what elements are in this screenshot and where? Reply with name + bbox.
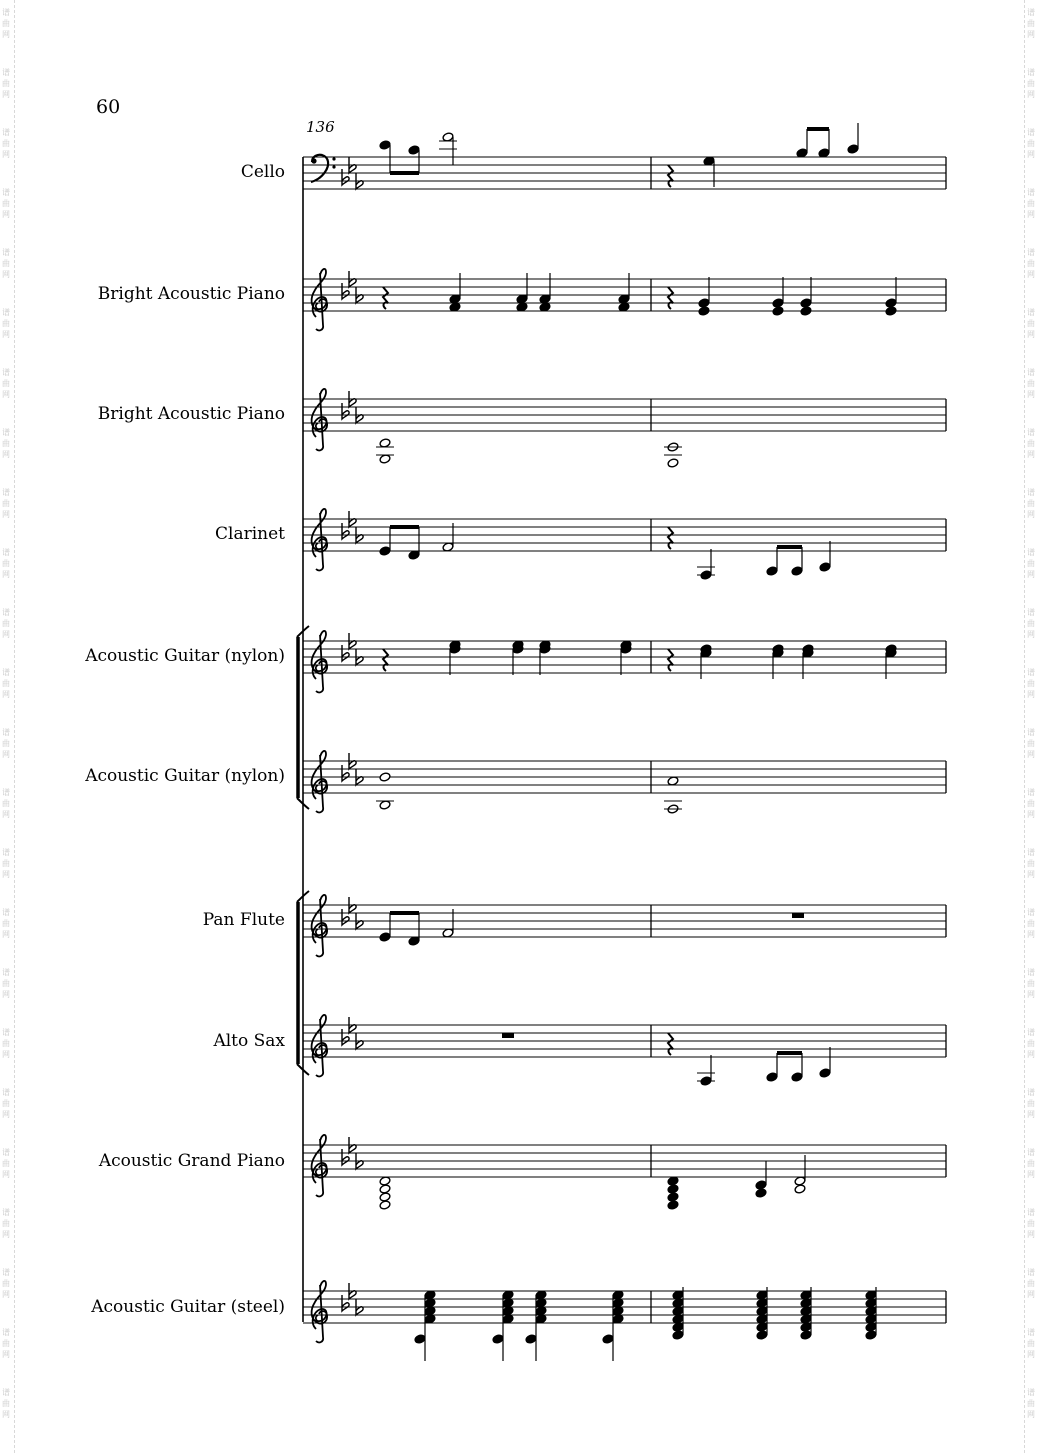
- watermark-glyph: 网: [1027, 150, 1035, 159]
- watermark-glyph: 网: [1027, 390, 1035, 399]
- note-head: [379, 1192, 391, 1202]
- watermark-glyph: 谱: [1027, 908, 1035, 917]
- note-head: [414, 1334, 426, 1344]
- staff-label-pan-flute: Pan Flute: [202, 910, 285, 930]
- note-head: [766, 566, 778, 576]
- note-head: [819, 1068, 831, 1078]
- watermark-glyph: 谱: [2, 1268, 10, 1277]
- watermark-glyph: 谱: [2, 68, 10, 77]
- watermark-glyph: 网: [1027, 270, 1035, 279]
- watermark-glyph: 网: [1027, 870, 1035, 879]
- note-head: [819, 562, 831, 572]
- note-head: [667, 1192, 679, 1202]
- treble-clef-icon: [312, 389, 328, 451]
- watermark-glyph: 曲: [1027, 79, 1035, 88]
- watermark-glyph: 网: [2, 810, 10, 819]
- watermark-glyph: 谱: [2, 488, 10, 497]
- watermark-glyph: 网: [2, 1170, 10, 1179]
- watermark-glyph: 谱: [1027, 788, 1035, 797]
- whole-rest-icon: [792, 913, 804, 918]
- watermark-glyph: 网: [2, 630, 10, 639]
- note-head: [847, 144, 859, 154]
- watermark-glyph: 曲: [2, 1159, 10, 1168]
- flat-icon: [342, 909, 349, 925]
- staff: [303, 895, 946, 957]
- watermark-glyph: 曲: [2, 1039, 10, 1048]
- watermark-glyph: 曲: [1027, 859, 1035, 868]
- note-head: [379, 1200, 391, 1210]
- note-head: [698, 298, 710, 308]
- watermark-glyph: 谱: [1027, 608, 1035, 617]
- watermark-glyph: 曲: [1027, 1039, 1035, 1048]
- note-head: [791, 1072, 803, 1082]
- quarter-rest-icon: [383, 287, 388, 309]
- watermark-glyph: 曲: [1027, 619, 1035, 628]
- treble-clef-icon: [312, 895, 328, 957]
- note-head: [756, 1330, 768, 1340]
- watermark-glyph: 网: [2, 90, 10, 99]
- watermark-glyph: 谱: [1027, 968, 1035, 977]
- watermark-glyph: 网: [1027, 1290, 1035, 1299]
- watermark-glyph: 曲: [2, 79, 10, 88]
- watermark-glyph: 网: [1027, 90, 1035, 99]
- watermark-glyph: 谱: [2, 1088, 10, 1097]
- watermark-glyph: 谱: [1027, 848, 1035, 857]
- watermark-glyph: 曲: [2, 199, 10, 208]
- watermark-glyph: 谱: [1027, 8, 1035, 17]
- watermark-glyph: 曲: [2, 679, 10, 688]
- quarter-rest-icon: [668, 527, 673, 549]
- watermark-glyph: 谱: [1027, 368, 1035, 377]
- staff-label-grand-piano: Acoustic Grand Piano: [98, 1151, 285, 1171]
- watermark-glyph: 曲: [1027, 979, 1035, 988]
- watermark-glyph: 曲: [1027, 559, 1035, 568]
- watermark-glyph: 网: [2, 1290, 10, 1299]
- watermark-glyph: 曲: [2, 979, 10, 988]
- watermark-glyph: 网: [1027, 570, 1035, 579]
- watermark-glyph: 谱: [2, 1388, 10, 1397]
- watermark-glyph: 网: [2, 570, 10, 579]
- watermark-glyph: 网: [2, 1050, 10, 1059]
- watermark-glyph: 曲: [1027, 1339, 1035, 1348]
- watermark-glyph: 网: [1027, 930, 1035, 939]
- note-head: [667, 1184, 679, 1194]
- flat-icon: [342, 169, 349, 185]
- watermark-glyph: 曲: [1027, 679, 1035, 688]
- staff-label-nylon-guitar-2: Acoustic Guitar (nylon): [85, 766, 285, 786]
- flat-icon: [342, 403, 349, 419]
- watermark-glyph: 网: [1027, 330, 1035, 339]
- watermark-glyph: 网: [1027, 1170, 1035, 1179]
- watermark-glyph: 曲: [2, 859, 10, 868]
- treble-clef-icon: [312, 509, 328, 571]
- watermark-glyph: 曲: [1027, 259, 1035, 268]
- watermark-glyph: 谱: [1027, 1208, 1035, 1217]
- watermark-glyph: 网: [2, 1230, 10, 1239]
- staff: [303, 751, 946, 813]
- note-head: [672, 1330, 684, 1340]
- whole-rest-icon: [502, 1033, 514, 1038]
- watermark-glyph: 谱: [2, 128, 10, 137]
- note-head: [794, 1184, 806, 1194]
- treble-clef-icon: [312, 269, 328, 331]
- watermark-glyph: 谱: [2, 848, 10, 857]
- staff-label-bright-piano-2: Bright Acoustic Piano: [97, 404, 285, 424]
- watermark-glyph: 网: [1027, 1230, 1035, 1239]
- watermark-glyph: 网: [2, 750, 10, 759]
- watermark-glyph: 网: [1027, 450, 1035, 459]
- treble-clef-icon: [312, 1281, 328, 1343]
- watermark-glyph: 谱: [1027, 68, 1035, 77]
- watermark-glyph: 曲: [1027, 919, 1035, 928]
- staff: [303, 1281, 946, 1343]
- watermark-glyph: 曲: [2, 919, 10, 928]
- watermark-glyph: 曲: [1027, 319, 1035, 328]
- watermark-glyph: 曲: [1027, 139, 1035, 148]
- note-head: [885, 306, 897, 316]
- watermark-glyph: 曲: [1027, 19, 1035, 28]
- watermark-glyph: 谱: [1027, 1328, 1035, 1337]
- note-head: [800, 1330, 812, 1340]
- watermark-glyph: 曲: [2, 1399, 10, 1408]
- watermark-glyph: 曲: [1027, 439, 1035, 448]
- note-head: [766, 1072, 778, 1082]
- watermark-glyph: 网: [2, 1110, 10, 1119]
- watermark-glyph: 网: [2, 930, 10, 939]
- note-head: [667, 1200, 679, 1210]
- note-head: [772, 306, 784, 316]
- watermark-glyph: 网: [2, 390, 10, 399]
- treble-clef-icon: [312, 631, 328, 693]
- note-head: [772, 298, 784, 308]
- watermark-glyph: 曲: [2, 1339, 10, 1348]
- note-head: [865, 1330, 877, 1340]
- watermark-glyph: 网: [1027, 1410, 1035, 1419]
- watermark-glyph: 谱: [2, 308, 10, 317]
- watermark-glyph: 网: [2, 330, 10, 339]
- note-head: [408, 145, 420, 155]
- staff: [303, 1015, 946, 1077]
- watermark-glyph: 曲: [2, 319, 10, 328]
- watermark-glyph: 网: [2, 30, 10, 39]
- note-head: [698, 306, 710, 316]
- watermark-glyph: 曲: [2, 1219, 10, 1228]
- watermark-glyph: 谱: [2, 788, 10, 797]
- watermark-glyph: 网: [1027, 810, 1035, 819]
- quarter-rest-icon: [668, 165, 673, 187]
- note-head: [667, 458, 679, 468]
- watermark-glyph: 曲: [2, 559, 10, 568]
- watermark-glyph: 曲: [2, 139, 10, 148]
- note-head: [525, 1334, 537, 1344]
- note-head: [800, 298, 812, 308]
- watermark-glyph: 曲: [2, 19, 10, 28]
- watermark-glyph: 网: [1027, 210, 1035, 219]
- note-head: [885, 298, 897, 308]
- watermark-glyph: 网: [1027, 30, 1035, 39]
- flat-icon: [342, 1029, 349, 1045]
- watermark-glyph: 曲: [1027, 379, 1035, 388]
- watermark-glyph: 谱: [2, 8, 10, 17]
- notes-group: [376, 123, 897, 1361]
- staff-label-nylon-guitar-1: Acoustic Guitar (nylon): [85, 646, 285, 666]
- watermark-glyph: 网: [1027, 1350, 1035, 1359]
- tempo-marking: 136: [306, 118, 335, 136]
- watermark-glyph: 曲: [2, 439, 10, 448]
- watermark-glyph: 谱: [2, 968, 10, 977]
- watermark-glyph: 曲: [2, 739, 10, 748]
- watermark-glyph: 曲: [1027, 739, 1035, 748]
- note-head: [492, 1334, 504, 1344]
- staves-group: [303, 155, 946, 1343]
- watermark-glyph: 曲: [2, 379, 10, 388]
- watermark-glyph: 网: [2, 690, 10, 699]
- staff: [303, 389, 946, 451]
- watermark-glyph: 网: [1027, 990, 1035, 999]
- note-head: [379, 140, 391, 150]
- watermark-glyph: 曲: [2, 1279, 10, 1288]
- watermark-glyph: 网: [2, 270, 10, 279]
- staff: [303, 631, 946, 693]
- watermark-glyph: 谱: [1027, 188, 1035, 197]
- watermark-glyph: 谱: [2, 728, 10, 737]
- note-head: [800, 306, 812, 316]
- watermark-glyph: 网: [2, 210, 10, 219]
- watermark-glyph: 曲: [1027, 199, 1035, 208]
- staff-label-clarinet: Clarinet: [215, 524, 285, 544]
- watermark-glyph: 谱: [1027, 548, 1035, 557]
- watermark-glyph: 谱: [1027, 1088, 1035, 1097]
- note-head: [379, 1184, 391, 1194]
- quarter-rest-icon: [668, 1033, 673, 1055]
- watermark-glyph: 网: [2, 1350, 10, 1359]
- watermark-glyph: 谱: [1027, 1148, 1035, 1157]
- watermark-glyph: 谱: [2, 908, 10, 917]
- flat-icon: [342, 283, 349, 299]
- watermark-glyph: 谱: [2, 1328, 10, 1337]
- watermark-glyph: 谱: [1027, 428, 1035, 437]
- flat-icon: [342, 645, 349, 661]
- watermark-glyph: 网: [2, 510, 10, 519]
- watermark-glyph: 网: [1027, 750, 1035, 759]
- watermark-glyph: 谱: [2, 668, 10, 677]
- staff-label-bright-piano-1: Bright Acoustic Piano: [97, 284, 285, 304]
- note-head: [379, 772, 391, 782]
- note-head: [602, 1334, 614, 1344]
- flat-icon: [342, 523, 349, 539]
- flat-icon: [342, 765, 349, 781]
- bass-clef-icon: [311, 155, 336, 182]
- watermark-glyph: 曲: [2, 499, 10, 508]
- watermark-glyph: 曲: [1027, 1219, 1035, 1228]
- quarter-rest-icon: [668, 287, 673, 309]
- watermark-glyph: 曲: [1027, 1159, 1035, 1168]
- watermark-glyph: 曲: [1027, 1399, 1035, 1408]
- staff-label-cello: Cello: [240, 162, 285, 182]
- watermark-glyph: 谱: [2, 368, 10, 377]
- watermark-glyph: 曲: [2, 799, 10, 808]
- watermark-glyph: 网: [1027, 630, 1035, 639]
- watermark-glyph: 曲: [2, 1099, 10, 1108]
- watermark-glyph: 网: [1027, 1110, 1035, 1119]
- watermark-glyph: 谱: [2, 1148, 10, 1157]
- watermark-glyph: 网: [2, 150, 10, 159]
- quarter-rest-icon: [668, 649, 673, 671]
- watermark-glyph: 谱: [2, 1208, 10, 1217]
- note-head: [379, 546, 391, 556]
- treble-clef-icon: [312, 751, 328, 813]
- watermark-glyph: 曲: [1027, 799, 1035, 808]
- flat-icon: [342, 1295, 349, 1311]
- watermark-glyph: 谱: [1027, 1268, 1035, 1277]
- watermark-glyph: 曲: [1027, 1099, 1035, 1108]
- note-head: [755, 1188, 767, 1198]
- watermark-glyph: 曲: [1027, 1279, 1035, 1288]
- staff: [303, 1135, 946, 1197]
- watermark-glyph: 谱: [2, 188, 10, 197]
- watermark-glyph: 谱: [1027, 488, 1035, 497]
- staff-label-steel-guitar: Acoustic Guitar (steel): [91, 1297, 285, 1317]
- watermark-glyph: 谱: [1027, 1028, 1035, 1037]
- watermark-glyph: 网: [1027, 510, 1035, 519]
- watermark-glyph: 谱: [1027, 308, 1035, 317]
- watermark-glyph: 网: [2, 1410, 10, 1419]
- watermark-glyph: 网: [1027, 690, 1035, 699]
- watermark-glyph: 网: [1027, 1050, 1035, 1059]
- watermark-glyph: 谱: [1027, 128, 1035, 137]
- note-head: [791, 566, 803, 576]
- watermark-glyph: 谱: [1027, 728, 1035, 737]
- watermark-glyph: 谱: [2, 1028, 10, 1037]
- quarter-rest-icon: [383, 649, 388, 671]
- watermark-glyph: 网: [2, 990, 10, 999]
- watermark-glyph: 谱: [2, 428, 10, 437]
- treble-clef-icon: [312, 1135, 328, 1197]
- watermark-glyph: 谱: [1027, 668, 1035, 677]
- watermark-glyph: 网: [2, 450, 10, 459]
- note-head: [379, 932, 391, 942]
- watermark-glyph: 曲: [2, 259, 10, 268]
- treble-clef-icon: [312, 1015, 328, 1077]
- watermark-glyph: 谱: [2, 248, 10, 257]
- flat-icon: [342, 1149, 349, 1165]
- page-number: 60: [96, 96, 121, 118]
- watermark-glyph: 谱: [1027, 1388, 1035, 1397]
- watermark-glyph: 曲: [1027, 499, 1035, 508]
- watermark-glyph: 网: [2, 870, 10, 879]
- staff-label-alto-sax: Alto Sax: [213, 1031, 285, 1051]
- watermark-glyph: 曲: [2, 619, 10, 628]
- note-head: [755, 1180, 767, 1190]
- watermark-glyph: 谱: [2, 608, 10, 617]
- watermark-glyph: 谱: [1027, 248, 1035, 257]
- staff: [303, 509, 946, 571]
- watermark-glyph: 谱: [2, 548, 10, 557]
